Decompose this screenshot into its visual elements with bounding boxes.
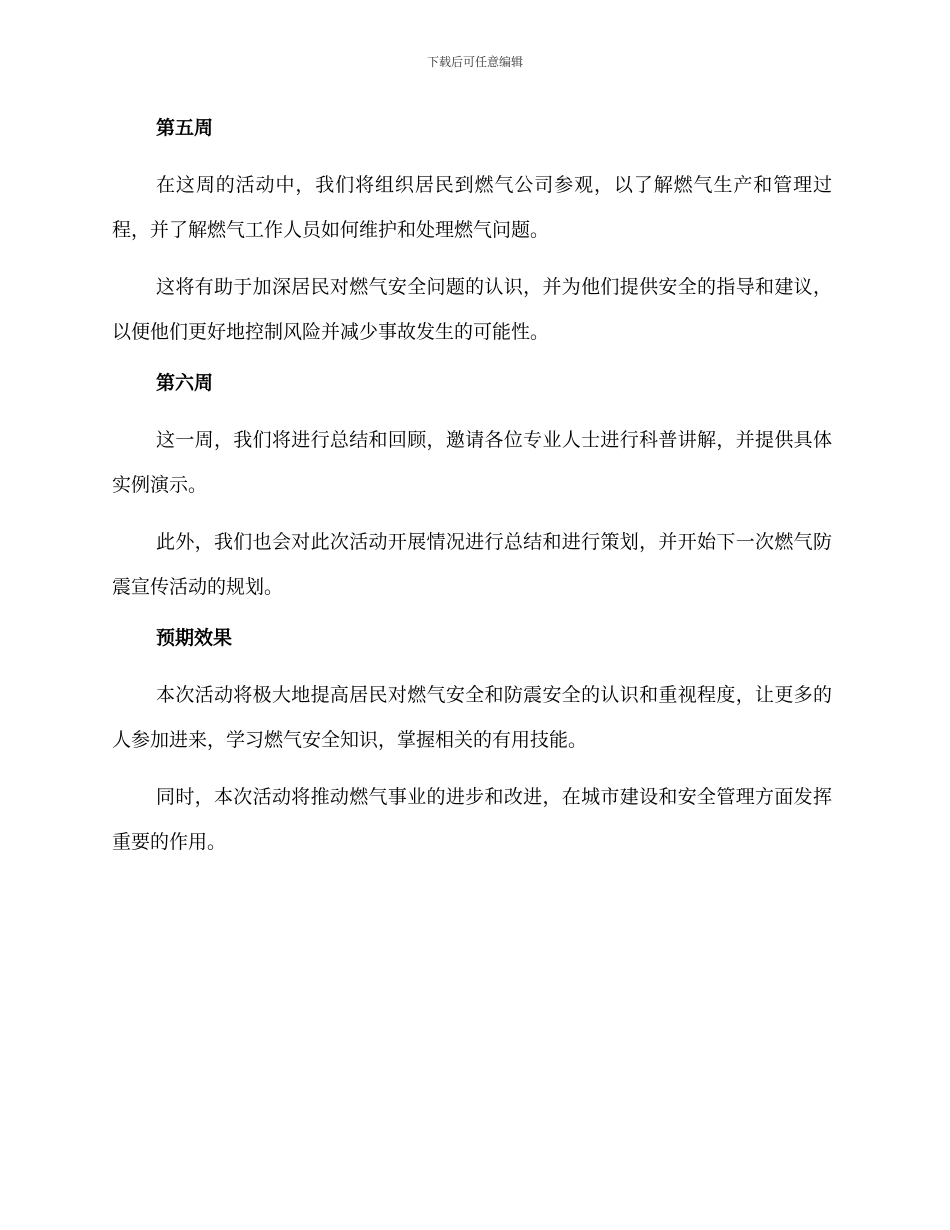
document-body	[112, 112, 832, 877]
page-header-note: 下载后可任意编辑	[426, 55, 523, 69]
section-heading: 第五周	[156, 117, 214, 139]
section-heading: 预期效果	[156, 627, 233, 649]
section-expected-results	[112, 622, 832, 865]
paragraph: 这一周，我们将进行总结和回顾，邀请各位专业人士进行科普讲解，并提供具体实例演示。	[112, 429, 832, 496]
section-week-six	[112, 367, 832, 610]
paragraph: 此外，我们也会对此次活动开展情况进行总结和进行策划，并开始下一次燃气防震宣传活动的规划。	[112, 531, 832, 598]
section-week-five	[112, 112, 832, 355]
paragraph: 这将有助于加深居民对燃气安全问题的认识，并为他们提供安全的指导和建议，以便他们更好地控制风险并减少事故发生的可能性。	[112, 276, 832, 343]
paragraph: 在这周的活动中，我们将组织居民到燃气公司参观，以了解燃气生产和管理过程，并了解燃气工作人员如何维护和处理燃气问题。	[112, 174, 832, 241]
paragraph: 本次活动将极大地提高居民对燃气安全和防震安全的认识和重视程度，让更多的人参加进来，学习燃气安全知识，掌握相关的有用技能。	[112, 684, 832, 751]
section-heading: 第六周	[156, 372, 214, 394]
paragraph: 同时，本次活动将推动燃气事业的进步和改进，在城市建设和安全管理方面发挥重要的作用。	[112, 786, 832, 853]
